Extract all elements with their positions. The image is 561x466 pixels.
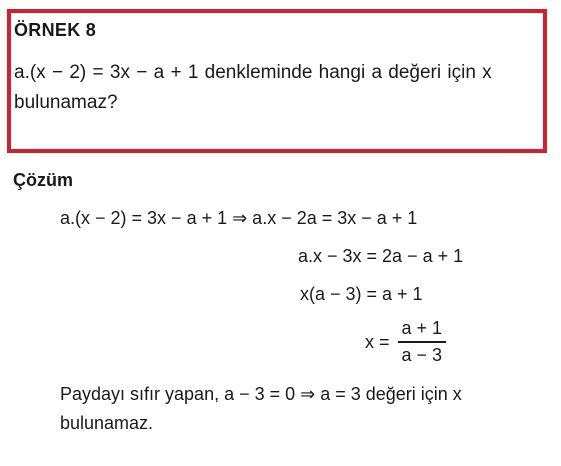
example-title: ÖRNEK 8 bbox=[14, 20, 97, 40]
solution-equation-1: a.(x − 2) = 3x − a + 1 ⇒ a.x − 2a = 3x − a + 1 bbox=[60, 208, 418, 228]
solution-conclusion: Paydayı sıfır yapan, a − 3 = 0 ⇒ a = 3 değeri için x bulunamaz. bbox=[60, 384, 462, 433]
solution-fraction bbox=[398, 318, 447, 366]
solution-equation-4 bbox=[365, 318, 446, 366]
fraction-denominator: a − 3 bbox=[401, 345, 443, 365]
solution-equation-3: x(a − 3) = a + 1 bbox=[300, 284, 423, 304]
fraction-numerator: a + 1 bbox=[398, 318, 447, 343]
solution-equation-2: a.x − 3x = 2a − a + 1 bbox=[298, 246, 464, 266]
example-question: a.(x − 2) = 3x − a + 1 denkleminde hangi a değeri için x bulunamaz? bbox=[14, 62, 492, 113]
solution-title: Çözüm bbox=[13, 170, 73, 190]
solution-equation-4-lhs: x = bbox=[365, 331, 390, 352]
